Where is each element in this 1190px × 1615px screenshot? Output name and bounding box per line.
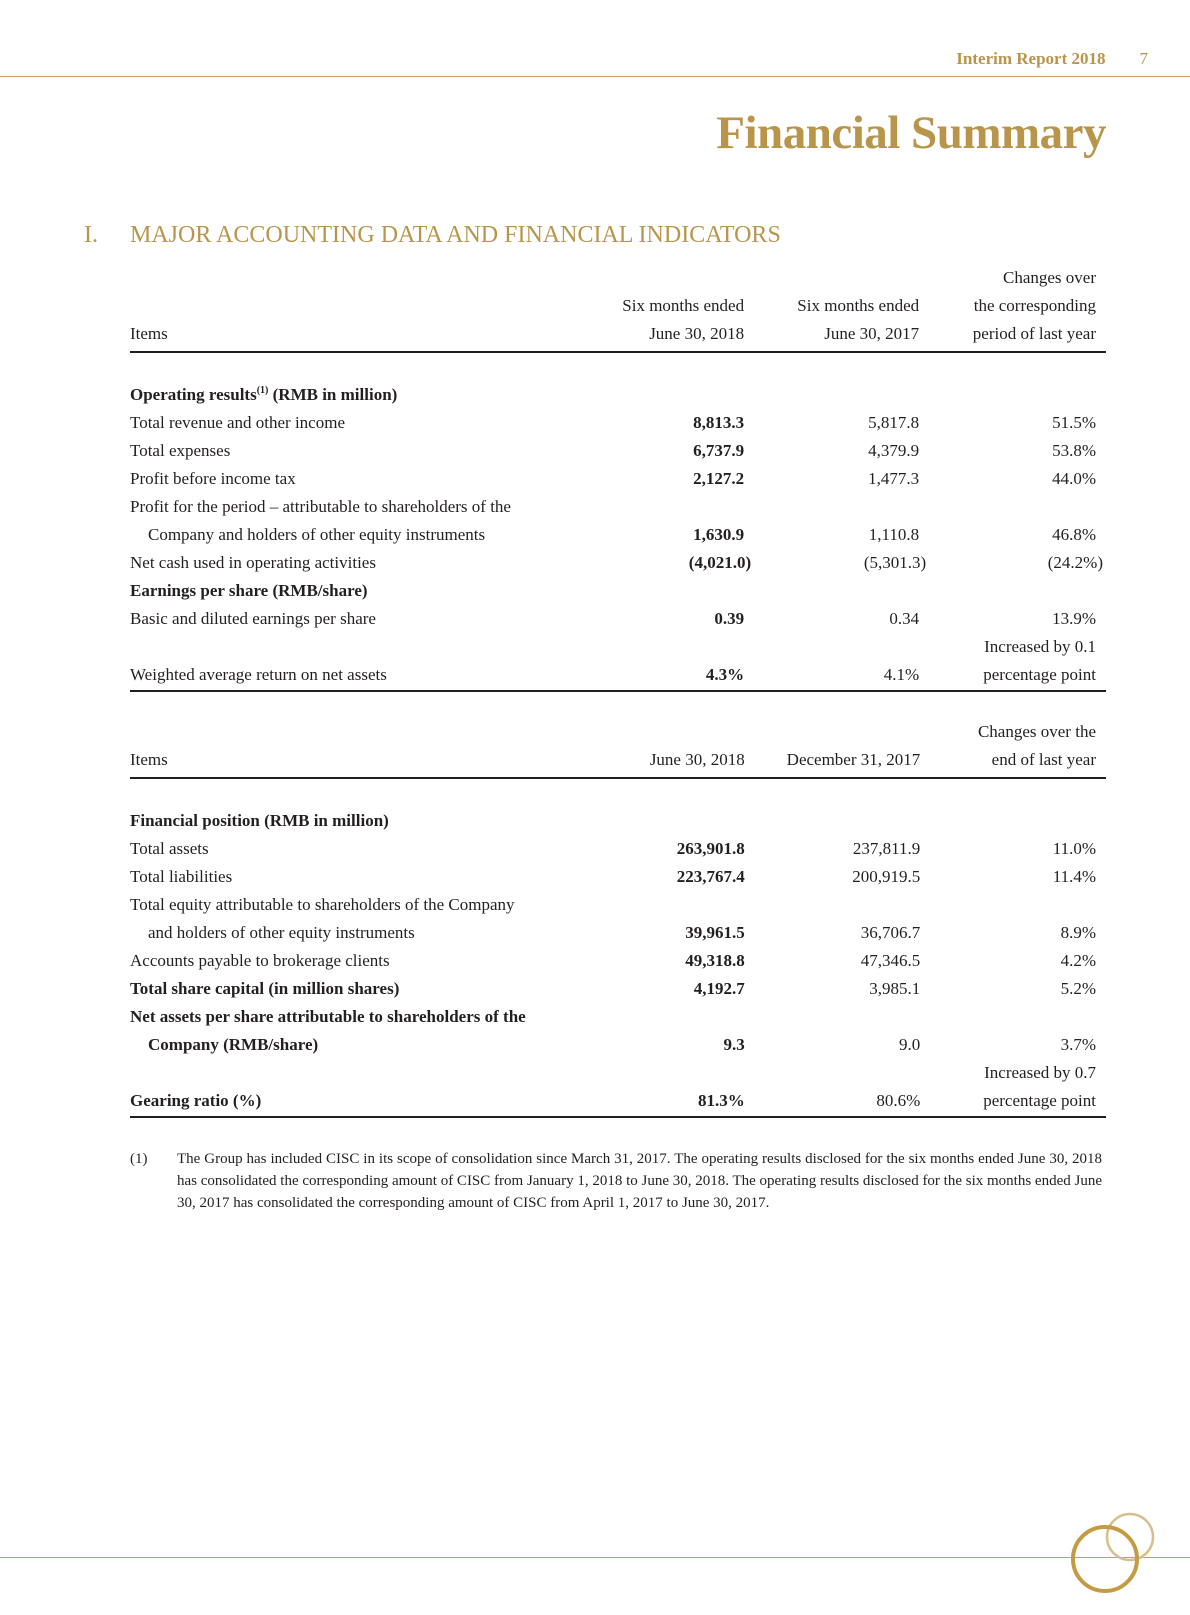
header-col1: June 30, 2018 bbox=[579, 746, 754, 778]
table-row-continued bbox=[130, 1003, 1106, 1031]
row-label-line1: Profit for the period – attributable to shareholders of the bbox=[130, 497, 511, 516]
table-row-continued bbox=[130, 1059, 1106, 1087]
table-row bbox=[130, 919, 1106, 947]
value-2017: 3,985.1 bbox=[869, 979, 921, 998]
section-row-eps bbox=[130, 577, 1106, 605]
value-change: (24.2%) bbox=[1047, 553, 1103, 572]
section-title: MAJOR ACCOUNTING DATA AND FINANCIAL INDICATORS bbox=[130, 222, 781, 248]
value-change: 8.9% bbox=[1060, 923, 1096, 942]
section-label: Operating results bbox=[130, 385, 257, 404]
table-row bbox=[130, 835, 1106, 863]
table-row bbox=[130, 605, 1106, 633]
row-label: Company and holders of other equity instruments bbox=[148, 525, 486, 544]
section-label: Earnings per share (RMB/share) bbox=[130, 581, 368, 600]
value-change: 11.4% bbox=[1052, 867, 1096, 886]
table-row bbox=[130, 1087, 1106, 1117]
row-label-line1: Total equity attributable to shareholders of the Company bbox=[130, 895, 515, 914]
row-label: Total share capital (in million shares) bbox=[130, 979, 400, 998]
value-2017: 9.0 bbox=[899, 1035, 921, 1054]
value-2018: 81.3% bbox=[579, 1087, 754, 1117]
footer-rule bbox=[0, 1557, 1190, 1558]
value-change-line1: Increased by 0.7 bbox=[984, 1063, 1096, 1082]
value-change-line2: percentage point bbox=[929, 661, 1106, 691]
table-row bbox=[130, 975, 1106, 1003]
page-number: 7 bbox=[1139, 49, 1148, 68]
value-2017: 5,817.8 bbox=[868, 413, 920, 432]
value-2017: 36,706.7 bbox=[860, 923, 921, 942]
value-change: 4.2% bbox=[1060, 951, 1096, 970]
value-change: 44.0% bbox=[1052, 469, 1096, 488]
row-label: Profit before income tax bbox=[130, 469, 296, 488]
value-2017: 0.34 bbox=[889, 609, 920, 628]
footnote-ref: (1) bbox=[256, 385, 269, 396]
table-row bbox=[130, 1031, 1106, 1059]
header-items: Items bbox=[130, 320, 579, 352]
header-change-line2: the corresponding bbox=[973, 296, 1096, 315]
section-unit: (RMB in million) bbox=[268, 385, 398, 404]
value-2017: 200,919.5 bbox=[852, 867, 921, 886]
value-2018: 1,630.9 bbox=[693, 525, 745, 544]
value-change-line2: percentage point bbox=[930, 1087, 1106, 1117]
header-col2: December 31, 2017 bbox=[755, 746, 931, 778]
header-change-line1: Changes over bbox=[1002, 268, 1096, 287]
report-name: Interim Report 2018 bbox=[956, 49, 1106, 68]
table-row bbox=[130, 947, 1106, 975]
value-2018: 39,961.5 bbox=[685, 923, 745, 942]
large-ring-icon bbox=[1073, 1527, 1137, 1591]
footnote bbox=[130, 1148, 1102, 1214]
header-col1-line1: Six months ended bbox=[622, 296, 745, 315]
row-label: Net cash used in operating activities bbox=[130, 553, 376, 572]
value-2018: 6,737.9 bbox=[693, 441, 745, 460]
interlocking-rings-logo-icon bbox=[1060, 1505, 1190, 1615]
value-change: 3.7% bbox=[1060, 1035, 1096, 1054]
row-label: Weighted average return on net assets bbox=[130, 661, 579, 691]
financial-position-table bbox=[130, 718, 1106, 1118]
section-heading bbox=[84, 222, 781, 249]
header-change-line3: period of last year bbox=[929, 320, 1106, 352]
header-rule bbox=[0, 76, 1190, 77]
value-change: 46.8% bbox=[1052, 525, 1096, 544]
row-label: Accounts payable to brokerage clients bbox=[130, 951, 390, 970]
page-title: Financial Summary bbox=[716, 107, 1106, 159]
header-change-line2: end of last year bbox=[930, 746, 1106, 778]
value-2018: 4.3% bbox=[579, 661, 754, 691]
value-2018: 223,767.4 bbox=[676, 867, 745, 886]
row-label: Total revenue and other income bbox=[130, 413, 345, 432]
section-row-position bbox=[130, 807, 1106, 835]
value-change-line1: Increased by 0.1 bbox=[984, 637, 1096, 656]
table-row-continued bbox=[130, 493, 1106, 521]
value-change: 13.9% bbox=[1052, 609, 1096, 628]
row-label: Total liabilities bbox=[130, 867, 233, 886]
header-col2-line1: Six months ended bbox=[797, 296, 920, 315]
value-change: 11.0% bbox=[1052, 839, 1096, 858]
table-row bbox=[130, 549, 1106, 577]
header-items: Items bbox=[130, 746, 579, 778]
table-row bbox=[130, 661, 1106, 691]
operating-results-table bbox=[130, 264, 1106, 692]
row-label: Basic and diluted earnings per share bbox=[130, 609, 376, 628]
header-change-line1: Changes over the bbox=[977, 722, 1096, 741]
table-row bbox=[130, 437, 1106, 465]
value-2018: 49,318.8 bbox=[685, 951, 745, 970]
table-row bbox=[130, 465, 1106, 493]
value-2018: 263,901.8 bbox=[676, 839, 745, 858]
table-row bbox=[130, 863, 1106, 891]
row-label: Total expenses bbox=[130, 441, 231, 460]
table-row bbox=[130, 409, 1106, 437]
header-col2-line2: June 30, 2017 bbox=[754, 320, 929, 352]
section-number: I. bbox=[84, 222, 98, 248]
value-change: 51.5% bbox=[1052, 413, 1096, 432]
header-col1-line2: June 30, 2018 bbox=[579, 320, 754, 352]
value-2018: 2,127.2 bbox=[693, 469, 745, 488]
row-label: and holders of other equity instruments bbox=[148, 923, 415, 942]
value-2017: 1,110.8 bbox=[868, 525, 920, 544]
value-change: 53.8% bbox=[1052, 441, 1096, 460]
value-2018: 8,813.3 bbox=[693, 413, 745, 432]
value-2018: 4,192.7 bbox=[693, 979, 745, 998]
value-2018: (4,021.0) bbox=[688, 553, 752, 572]
value-2017: (5,301.3) bbox=[863, 553, 927, 572]
value-2018: 9.3 bbox=[723, 1035, 745, 1054]
table-row-continued bbox=[130, 891, 1106, 919]
section-row-operating bbox=[130, 381, 1106, 409]
value-2017: 1,477.3 bbox=[868, 469, 920, 488]
value-2017: 47,346.5 bbox=[860, 951, 921, 970]
table-row-continued bbox=[130, 633, 1106, 661]
row-label: Company (RMB/share) bbox=[148, 1035, 319, 1054]
value-2017: 4,379.9 bbox=[868, 441, 920, 460]
footnote-text: The Group has included CISC in its scope of consolidation since March 31, 2017. The operating results disclosed for the six months ended June 30, 2018 has consolidated the corresponding amount of CISC from January 1, 2018 to June 30, 2018. The operating results disclosed for the six months ended June 30, 2017 has consolidated the corresponding amount of CISC from April 1, 2017 to June 30, 2017. bbox=[177, 1151, 1102, 1211]
value-change: 5.2% bbox=[1060, 979, 1096, 998]
footnote-mark: (1) bbox=[130, 1151, 148, 1167]
table-row bbox=[130, 521, 1106, 549]
row-label: Gearing ratio (%) bbox=[130, 1087, 579, 1117]
value-2017: 4.1% bbox=[754, 661, 929, 691]
value-2017: 237,811.9 bbox=[852, 839, 921, 858]
row-label: Total assets bbox=[130, 839, 209, 858]
section-label: Financial position (RMB in million) bbox=[130, 811, 389, 830]
value-2018: 0.39 bbox=[714, 609, 745, 628]
running-header bbox=[956, 49, 1148, 69]
row-label-line1: Net assets per share attributable to shareholders of the bbox=[130, 1007, 526, 1026]
value-2017: 80.6% bbox=[755, 1087, 931, 1117]
